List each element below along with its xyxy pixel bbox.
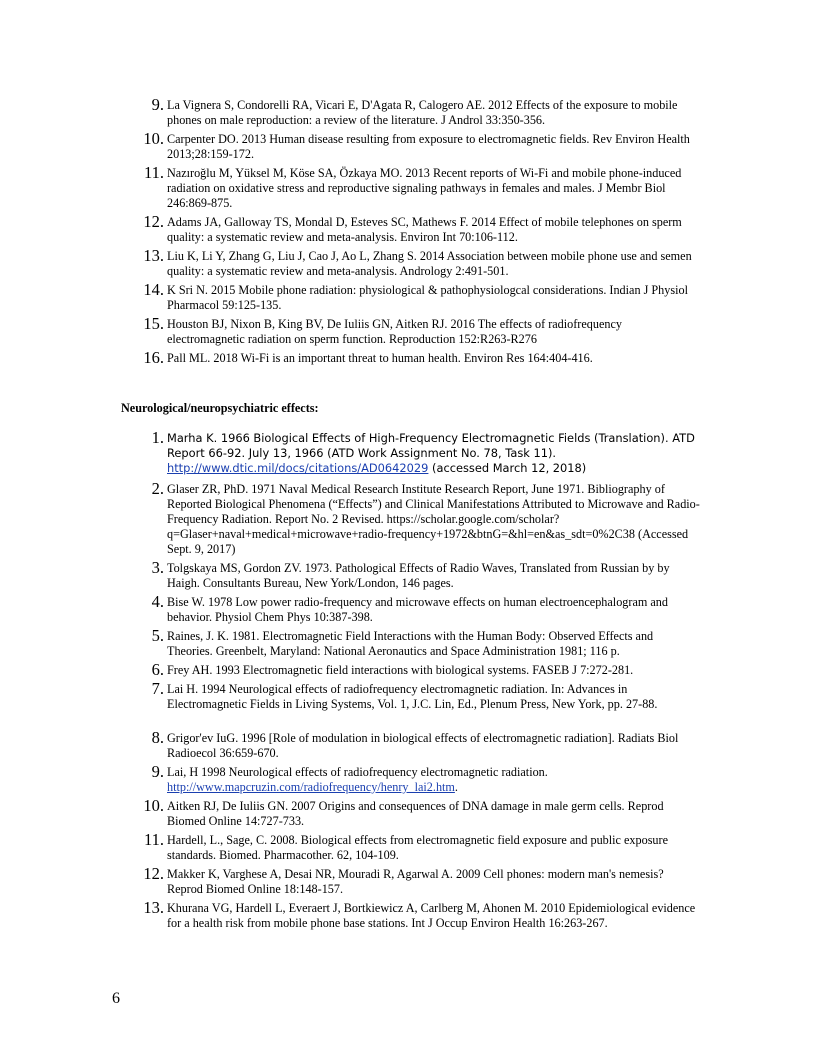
reference-item <box>0 679 816 731</box>
reference-list-neurological <box>0 428 816 950</box>
reference-text: Nazıroğlu M, Yüksel M, Köse SA, Özkaya MO. 2013 Recent reports of Wi-Fi and mobile phone-induced radiation on oxidative stress and reproductive signaling pathways in females and males. J Membr Biol 246:869-875. <box>167 166 682 210</box>
reference-text: Lai H. 1994 Neurological effects of radiofrequency electromagnetic radiation. In: Advances in Electromagnetic Fields in Living Systems, Vol. 1, J.C. Lin, Ed., Plenum Press, New York, pp. 27-88. <box>167 682 658 711</box>
reference-number: 15. <box>143 314 164 333</box>
reference-number: 14. <box>143 280 164 299</box>
reference-link[interactable]: http://www.dtic.mil/docs/citations/AD0642029 <box>167 461 429 475</box>
reference-number: 13. <box>143 246 164 265</box>
reference-number: 9. <box>151 762 164 781</box>
reference-text: Hardell, L., Sage, C. 2008. Biological effects from electromagnetic field exposure and public exposure standards. Biomed. Pharmacother. 62, 104-109. <box>167 833 668 862</box>
reference-number: 12. <box>143 212 164 231</box>
reference-number: 9. <box>151 95 164 114</box>
reference-item <box>0 660 816 682</box>
reference-number: 3. <box>151 558 164 577</box>
reference-item <box>0 280 816 317</box>
reference-text: Carpenter DO. 2013 Human disease resulting from exposure to electromagnetic fields. Rev Environ Health 2013;28:159-172. <box>167 132 690 161</box>
reference-item <box>0 898 816 950</box>
reference-item <box>0 428 816 482</box>
reference-item <box>0 830 816 867</box>
reference-item <box>0 479 816 561</box>
reference-text: Liu K, Li Y, Zhang G, Liu J, Cao J, Ao L, Zhang S. 2014 Association between mobile phone use and semen quality: a systematic review and meta-analysis. Andrology 2:491-501. <box>167 249 692 278</box>
reference-list-reproductive <box>0 95 816 370</box>
reference-text: Marha K. 1966 Biological Effects of High-Frequency Electromagnetic Fields (Translation). ATD Report 66-92. July 13, 1966 (ATD Work Assignment No. 78, Task 11). http://www.dtic.mil/docs/citations/AD0642029 (accessed March 12, 2018) <box>167 431 695 475</box>
reference-text: K Sri N. 2015 Mobile phone radiation: physiological & pathophysiologcal considerations. Indian J Physiol Pharmacol 59:125-135. <box>167 283 688 312</box>
reference-text: Lai, H 1998 Neurological effects of radiofrequency electromagnetic radiation. http://www.mapcruzin.com/radiofrequency/henry_lai2.htm. <box>167 765 548 794</box>
reference-text: Raines, J. K. 1981. Electromagnetic Field Interactions with the Human Body: Observed Effects and Theories. Greenbelt, Maryland: National Aeronautics and Space Administration 1981; 116 p. <box>167 629 654 658</box>
reference-item <box>0 129 816 166</box>
reference-item <box>0 348 816 370</box>
reference-number: 2. <box>151 479 164 498</box>
reference-number: 4. <box>151 592 164 611</box>
reference-text: Aitken RJ, De Iuliis GN. 2007 Origins and consequences of DNA damage in male germ cells. Reprod Biomed Online 14:727-733. <box>167 799 664 828</box>
reference-number: 7. <box>151 679 164 698</box>
reference-text: Khurana VG, Hardell L, Everaert J, Bortkiewicz A, Carlberg M, Ahonen M. 2010 Epidemiological evidence for a health risk from mobile phone base stations. Int J Occup Environ Health 16:263-267. <box>167 901 696 930</box>
reference-link[interactable]: http://www.mapcruzin.com/radiofrequency/henry_lai2.htm <box>167 780 455 794</box>
reference-item <box>0 762 816 799</box>
reference-number: 10. <box>143 796 164 815</box>
reference-item <box>0 314 816 351</box>
reference-number: 11. <box>143 830 164 849</box>
reference-item <box>0 246 816 283</box>
reference-text: Tolgskaya MS, Gordon ZV. 1973. Pathological Effects of Radio Waves, Translated from Russian by by Haigh. Consultants Bureau, New York/London, 146 pages. <box>167 561 670 590</box>
reference-item <box>0 212 816 249</box>
reference-number: 16. <box>143 348 164 367</box>
reference-item <box>0 558 816 595</box>
reference-text: Glaser ZR, PhD. 1971 Naval Medical Research Institute Research Report, June 1971. Bibliography of Reported Biological Phenomena (“Effects”) and Clinical Manifestations Attributed to Microwave and Radio-Frequency Radiation. Report No. 2 Revised. https://scholar.google.com/scholar?q=Glaser+naval+medical+microwave+radio-frequency+1972&btnG=&hl=en&as_sdt=0%2C38 (Accessed Sept. 9, 2017) <box>167 482 700 556</box>
page-number: 6 <box>112 990 120 1007</box>
reference-text: Frey AH. 1993 Electromagnetic field interactions with biological systems. FASEB J 7:272-281. <box>167 663 634 677</box>
reference-number: 10. <box>143 129 164 148</box>
reference-text: Bise W. 1978 Low power radio-frequency and microwave effects on human electroencephalogram and behavior. Physiol Chem Phys 10:387-398. <box>167 595 668 624</box>
reference-item <box>0 626 816 663</box>
reference-item <box>0 163 816 215</box>
reference-item <box>0 728 816 765</box>
section-heading: Neurological/neuropsychiatric effects: <box>121 401 319 415</box>
reference-number: 12. <box>143 864 164 883</box>
reference-item <box>0 592 816 629</box>
reference-text: Grigor'ev IuG. 1996 [Role of modulation in biological effects of electromagnetic radiation]. Radiats Biol Radioecol 36:659-670. <box>167 731 679 760</box>
reference-number: 11. <box>143 163 164 182</box>
reference-item <box>0 864 816 901</box>
reference-text: Pall ML. 2018 Wi-Fi is an important threat to human health. Environ Res 164:404-416. <box>167 351 593 365</box>
reference-number: 13. <box>143 898 164 917</box>
reference-number: 8. <box>151 728 164 747</box>
reference-number: 5. <box>151 626 164 645</box>
reference-item <box>0 796 816 833</box>
reference-text: La Vignera S, Condorelli RA, Vicari E, D'Agata R, Calogero AE. 2012 Effects of the exposure to mobile phones on male reproduction: a review of the literature. J Androl 33:350-356. <box>167 98 678 127</box>
reference-text: Makker K, Varghese A, Desai NR, Mouradi R, Agarwal A. 2009 Cell phones: modern man's nemesis? Reprod Biomed Online 18:148-157. <box>167 867 664 896</box>
reference-text: Adams JA, Galloway TS, Mondal D, Esteves SC, Mathews F. 2014 Effect of mobile telephones on sperm quality: a systematic review and meta-analysis. Environ Int 70:106-112. <box>167 215 682 244</box>
reference-number: 6. <box>151 660 164 679</box>
reference-text: Houston BJ, Nixon B, King BV, De Iuliis GN, Aitken RJ. 2016 The effects of radiofrequency electromagnetic radiation on sperm function. Reproduction 152:R263-R276 <box>167 317 622 346</box>
reference-item <box>0 95 816 132</box>
reference-number: 1. <box>151 428 164 447</box>
